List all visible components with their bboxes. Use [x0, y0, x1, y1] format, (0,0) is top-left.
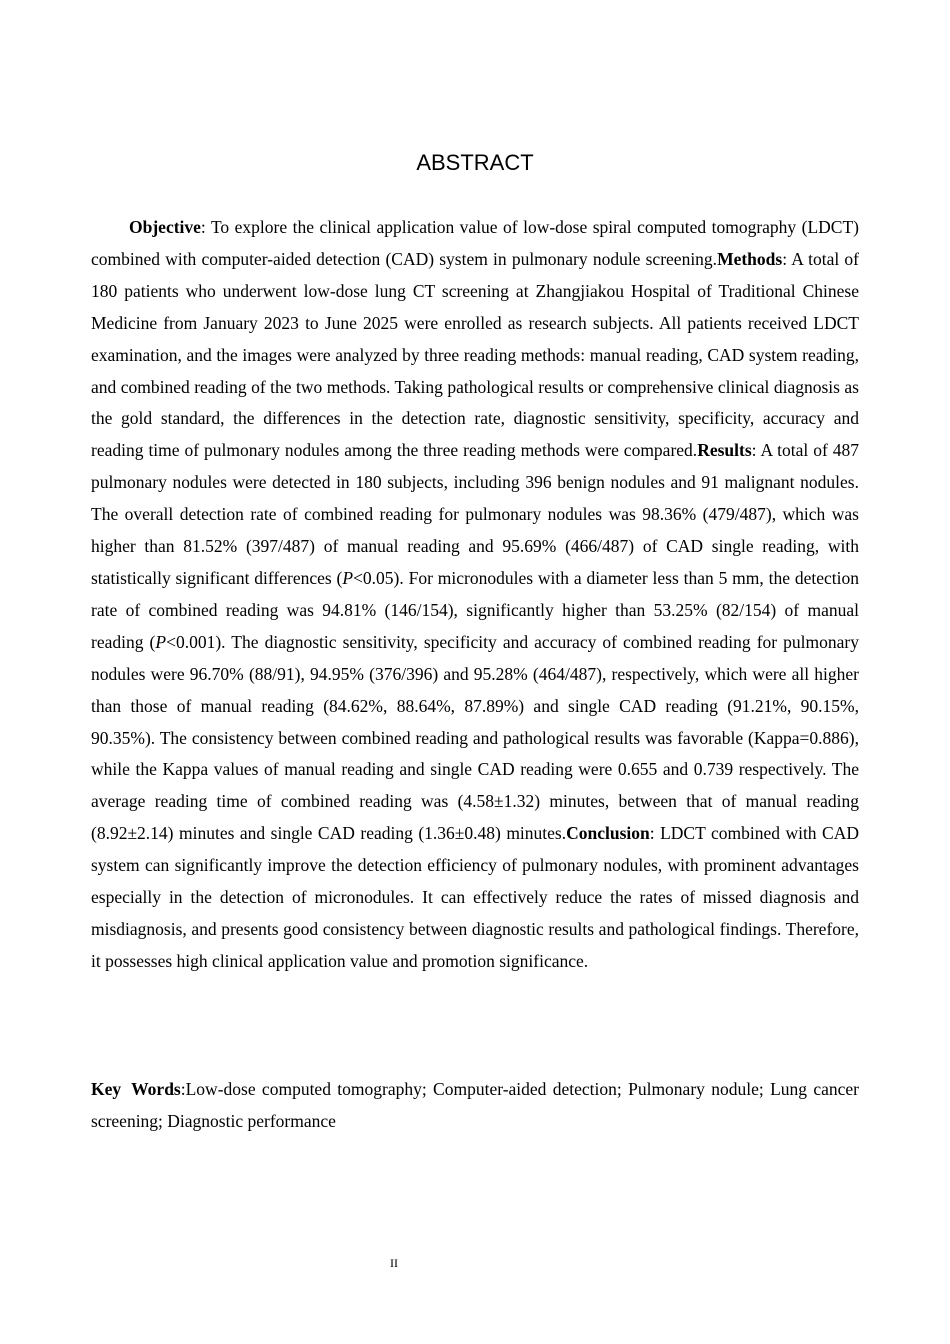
page-number: II [390, 1256, 398, 1270]
results-text-part-3: <0.001). The diagnostic sensitivity, specificity and accuracy of combined reading for pulmonary nodules were 96.70% (88/91), 94.95% (376/396) and 95.28% (464/487), respectively, which were all higher than those of manual reading (84.62%, 88.64%, 87.89%) and single CAD reading (91.21%, 90.15%, 90.35%). The consistency between combined reading and pathological results was favorable (Kappa=0.886), while the Kappa values of manual reading and single CAD reading were 0.655 and 0.739 respectively. The average reading time of combined reading was (4.58±1.32) minutes, between that of manual reading (8.92±2.14) minutes and single CAD reading (1.36±0.48) minutes. [91, 631, 859, 844]
methods-label: Methods [717, 248, 783, 269]
objective-label: Objective [129, 217, 201, 237]
p-value-symbol: P [342, 567, 354, 588]
abstract-heading: ABSTRACT [416, 150, 534, 175]
objective-text: : To explore the clinical application value of low-dose spiral computed tomography (LDCT) combined with computer-aided detection (CAD) system in pulmonary nodule screening. [91, 217, 859, 269]
results-label: Results [697, 440, 752, 461]
conclusion-label: Conclusion [566, 823, 650, 844]
keywords-text: :Low-dose computed tomography; Computer-aided detection; Pulmonary nodule; Lung cancer screening; Diagnostic performance [91, 1079, 859, 1131]
results-text-part-1: : A total of 487 pulmonary nodules were detected in 180 subjects, including 396 benign nodules and 91 malignant nodules. The overall detection rate of combined reading for pulmonary nodules was 98.36% (479/487), which was higher than 81.52% (397/487) of manual reading and 95.69% (466/487) of CAD single reading, with statistically significant differences ( [91, 440, 860, 588]
methods-text: : A total of 180 patients who underwent low-dose lung CT screening at Zhangjiakou Hospital of Traditional Chinese Medicine from January 2023 to June 2025 were enrolled as research subjects. All patients received LDCT examination, and the images were analyzed by three reading methods: manual reading, CAD system reading, and combined reading of the two methods. Taking pathological results or comprehensive clinical diagnosis as the gold standard, the differences in the detection rate, diagnostic sensitivity, specificity, accuracy and reading time of pulmonary nodules among the three reading methods were compared. [91, 248, 859, 461]
p-value-symbol: P [155, 631, 167, 652]
abstract-paragraph [91, 212, 859, 978]
keywords-paragraph [91, 1074, 859, 1138]
results-text-part-2: <0.05). For micronodules with a diameter less than 5 mm, the detection rate of combined reading was 94.81% (146/154), significantly higher than 53.25% (82/154) of manual reading ( [91, 567, 859, 652]
keywords-label: Key Words [91, 1079, 181, 1099]
conclusion-text: : LDCT combined with CAD system can significantly improve the detection efficiency of pulmonary nodules, with prominent advantages especially in the detection of micronodules. It can effectively reduce the rates of missed diagnosis and misdiagnosis, and presents good consistency between diagnostic results and pathological findings. Therefore, it possesses high clinical application value and promotion significance. [91, 823, 859, 971]
